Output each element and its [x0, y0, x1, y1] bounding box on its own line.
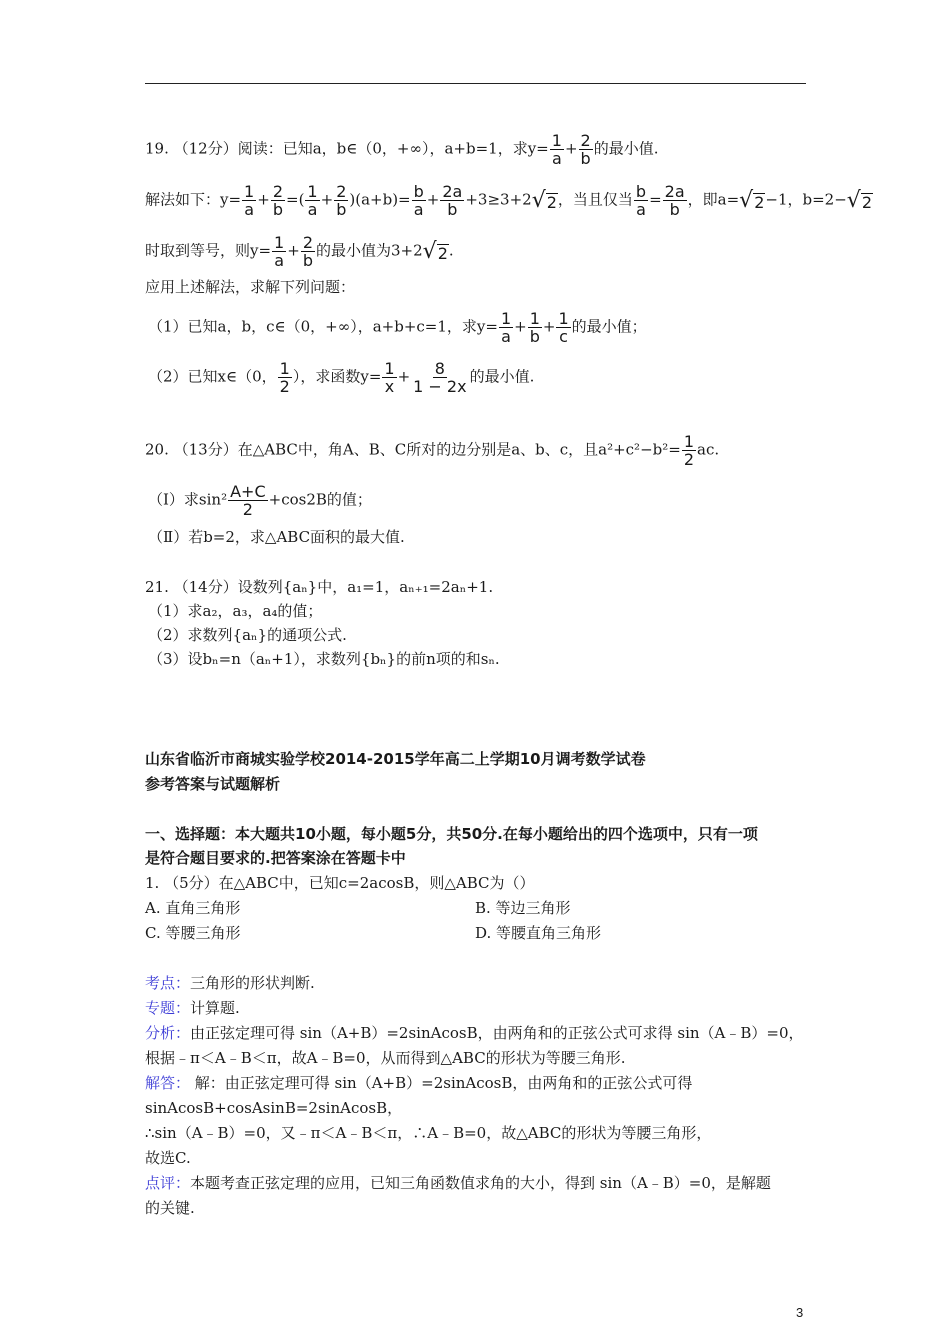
- sqrt-symbol: √ 2: [531, 187, 557, 213]
- kaodian-label: 考点：: [145, 974, 191, 992]
- jieda-row3: ∴sin（A﹣B）=0，又﹣π＜A﹣B＜π，∴A﹣B=0，故△ABC的形状为等腰三角形，: [145, 1124, 712, 1142]
- dianping-row: 点评：本题考查正弦定理的应用，已知三角函数值求角的大小，得到 sin（A﹣B）=0，是解题: [145, 1174, 771, 1192]
- answer-title: 山东省临沂市商城实验学校2014-2015学年高二上学期10月调考数学试卷: [145, 750, 646, 768]
- dianping-row2: 的关键.: [145, 1199, 195, 1217]
- q1-option-c: C. 等腰三角形: [145, 924, 241, 942]
- jieda-row2: sinAcosB+cosAsinB=2sinAcosB，: [145, 1099, 403, 1117]
- dianping-label: 点评：: [145, 1174, 191, 1192]
- jieda-row: 解答： 解：由正弦定理可得 sin（A+B）=2sinAcosB，由两角和的正弦公式可得: [145, 1074, 693, 1092]
- q20-part1: （Ⅰ）求sin² $\frac{A+C}{2}$ +cos2B的值；: [148, 482, 372, 519]
- q21-part1: （1）求a₂，a₃，a₄的值；: [148, 602, 323, 620]
- q19-head: 19. （12分）阅读：已知a，b∈（0，+∞），a+b=1，求y= $\frac{1}{a}$ + $\frac{2}{b}$ 的最小值.: [145, 131, 659, 168]
- q19-equality: 时取到等号，则y= $\frac{1}{a}$ + $\frac{2}{b}$ 的最小值为3+2 √ 2 .: [145, 233, 454, 270]
- q19-apply: 应用上述解法，求解下列问题：: [145, 278, 356, 296]
- fraction: $\frac{2}{b}$: [580, 131, 591, 168]
- section-heading-line2: 是符合题目要求的.把答案涂在答题卡中: [145, 849, 406, 867]
- q1-stem: 1. （5分）在△ABC中，已知c=2acosB，则△ABC为（）: [145, 874, 535, 892]
- q1-option-a: A. 直角三角形: [145, 899, 241, 917]
- answer-subtitle: 参考答案与试题解析: [145, 775, 281, 793]
- q21-part3: （3）设bₙ=n（aₙ+1），求数列{bₙ}的前n项的和sₙ.: [148, 650, 500, 668]
- q1-option-d: D. 等腰直角三角形: [475, 924, 602, 942]
- fenxi-label: 分析：: [145, 1024, 191, 1042]
- zhuanti-row: 专题：计算题.: [145, 999, 240, 1017]
- fraction: $\frac{1}{a}$: [551, 131, 562, 168]
- header-rule: [145, 83, 806, 84]
- q21-part2: （2）求数列{aₙ}的通项公式.: [148, 626, 347, 644]
- jieda-row4: 故选C.: [145, 1149, 191, 1167]
- section-heading-line1: 一、选择题：本大题共10小题，每小题5分，共50分.在每小题给出的四个选项中，只有一项: [145, 825, 758, 843]
- q21-head: 21. （14分）设数列{aₙ}中，a₁=1，aₙ₊₁=2aₙ+1.: [145, 578, 494, 596]
- q20-part2: （Ⅱ）若b=2，求△ABC面积的最大值.: [148, 528, 405, 546]
- jieda-label: 解答：: [145, 1074, 191, 1092]
- q20-head: 20. （13分）在△ABC中，角A、B、C所对的边分别是a、b、c，且a²+c²−b²= $\frac{1}{2}$ ac.: [145, 432, 720, 469]
- q19-part2: （2）已知x∈（0， $\frac{1}{2}$ ），求函数y= $\frac{1}{x}$ + $\frac{8}{1 - 2x}$ 的最小值.: [148, 359, 535, 396]
- q1-option-b: B. 等边三角形: [475, 899, 571, 917]
- q19-part1: （1）已知a，b，c∈（0，+∞），a+b+c=1，求y= $\frac{1}{a}$ + $\frac{1}{b}$ + $\frac{1}{c}$ 的最小值；: [148, 309, 647, 346]
- fenxi-row: 分析：由正弦定理可得 sin（A+B）=2sinAcosB，由两角和的正弦公式可求得 sin（A﹣B）=0，: [145, 1024, 804, 1042]
- q19-solution: 解法如下：y= $\frac{1}{a}$ + $\frac{2}{b}$ =( $\frac{1}{a}$ + $\frac{2}{b}$ )(a+b)= $\frac{b}{a}$ + $\frac{2a}{b}$ +3≥3+2 √ 2 ，当且仅当 $\frac{b}{a}$ = $\frac{2a}{b}$ ，即a= √ 2 −1，b=2− √ 2: [145, 182, 872, 219]
- kaodian-row: 考点：三角形的形状判断.: [145, 974, 315, 992]
- zhuanti-label: 专题：: [145, 999, 191, 1017]
- page-number: 3: [796, 1305, 804, 1320]
- fenxi-row2: 根据﹣π＜A﹣B＜π，故A﹣B=0，从而得到△ABC的形状为等腰三角形.: [145, 1049, 626, 1067]
